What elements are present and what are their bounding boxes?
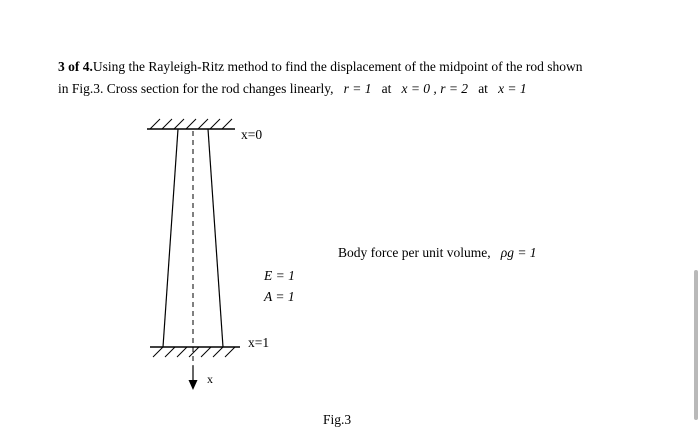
body-force-equation: ρg = 1 [500,245,537,260]
condition-at2: at [478,81,488,96]
condition-x1: x = 1 [498,81,527,96]
figure-caption: Fig.3 [323,412,352,427]
problem-statement-line1: Using the Rayleigh-Ritz method to find the displacement of the midpoint of the rod shown [92,59,583,74]
body-force-text: Body force per unit volume, [338,245,491,260]
A-value: A = 1 [264,289,295,304]
x0-label: x=0 [241,127,263,142]
E-value: E = 1 [264,268,295,283]
x1-label: x=1 [248,335,270,350]
condition-r2: r = 2 [440,81,469,96]
vertical-scrollbar[interactable] [694,270,698,420]
condition-r1: r = 1 [343,81,372,96]
bottom-fixed-support [150,347,240,357]
condition-at1: at [381,81,392,96]
body-force-label [338,245,537,261]
problem-number: 3 of 4. [58,59,93,74]
x-axis-label: x [207,372,213,386]
problem-statement-line2: in Fig.3. Cross section for the rod changes linearly, [58,81,334,96]
x-axis-arrow [189,366,198,390]
E-value-label [264,268,295,284]
top-fixed-support [147,119,235,129]
condition-x0: x = 0 , [401,81,437,96]
A-value-label [264,289,295,305]
